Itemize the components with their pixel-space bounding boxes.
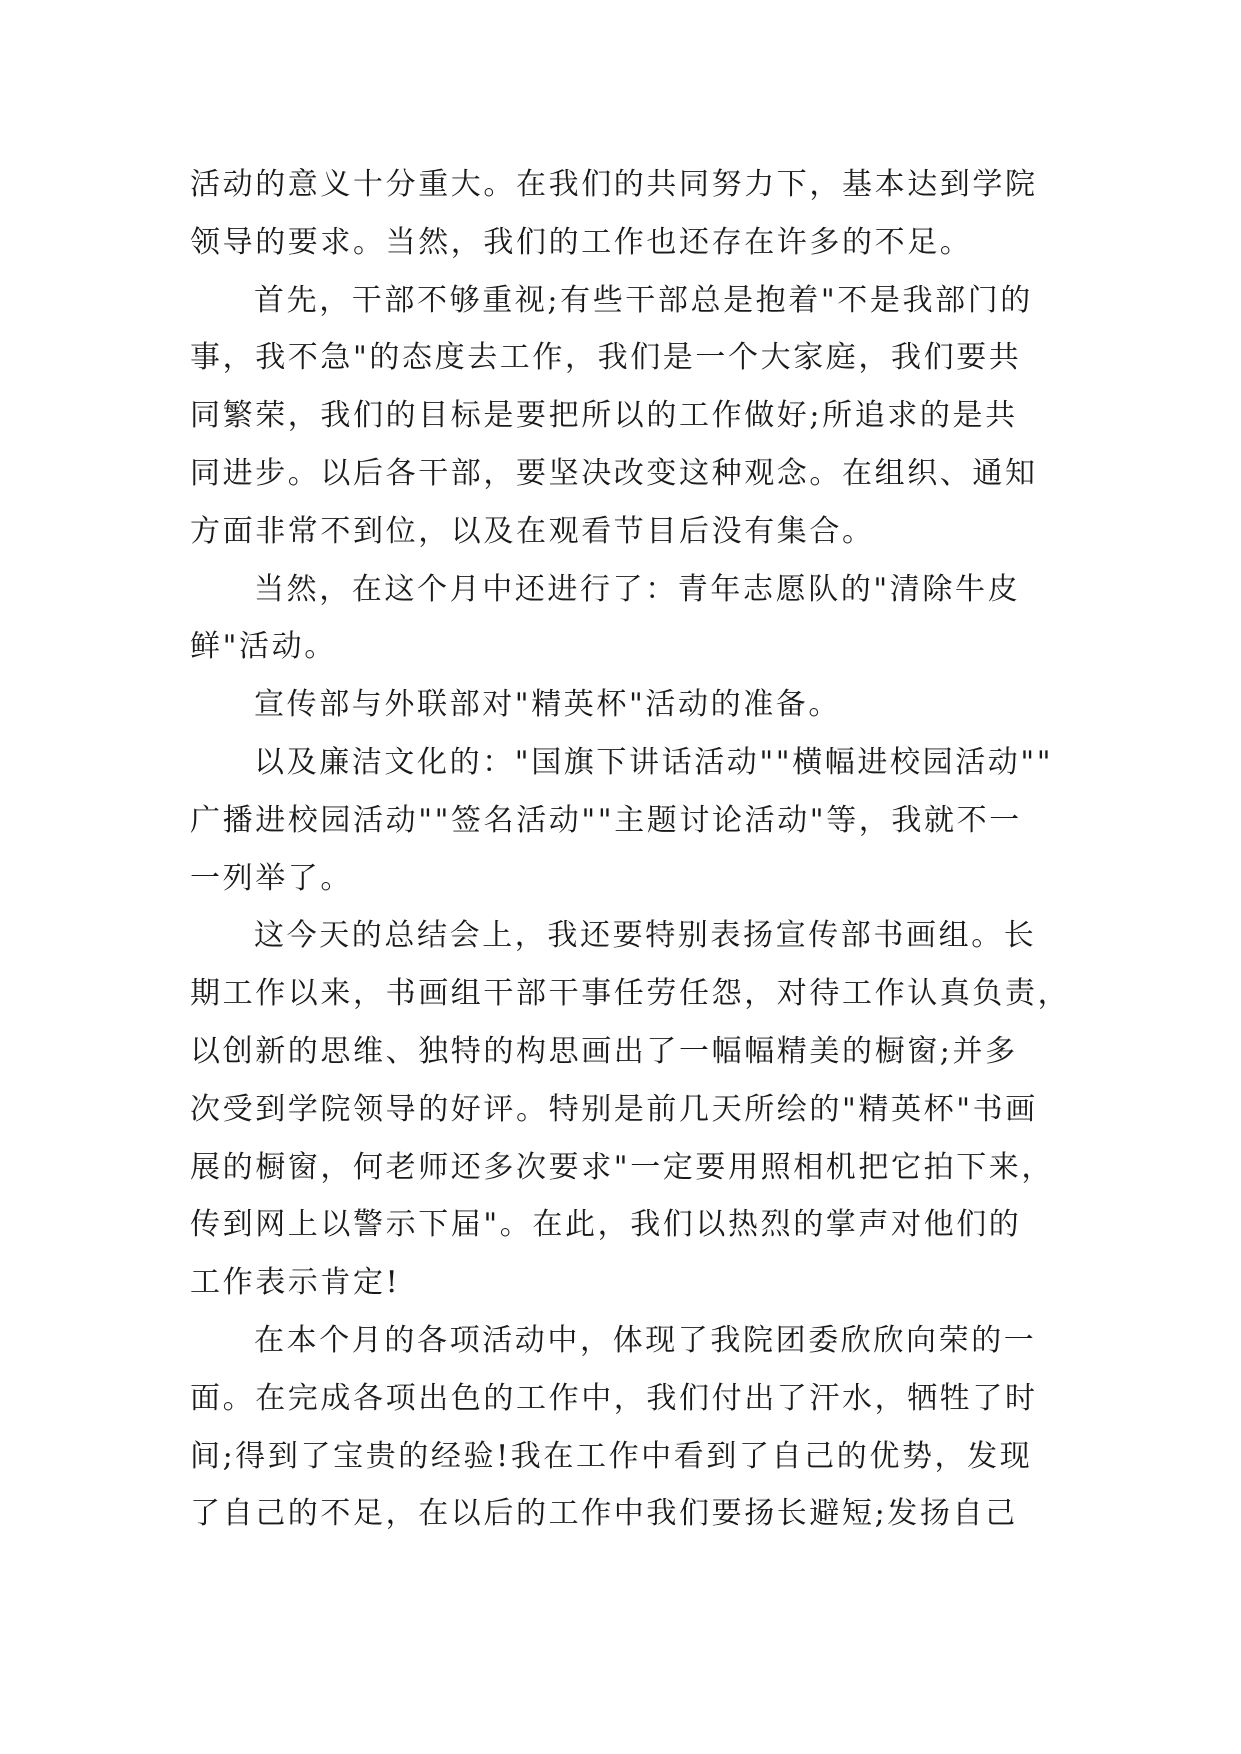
text-line: 了自己的不足，在以后的工作中我们要扬长避短;发扬自己 [190, 1496, 1018, 1532]
text-line: 宣传部与外联部对"精英杯"活动的准备。 [254, 687, 841, 723]
text-line: 期工作以来，书画组干部干事任劳任怨，对待工作认真负责， [190, 976, 1071, 1012]
text-line: 广播进校园活动""签名活动""主题讨论活动"等，我就不一 [190, 802, 1022, 838]
text-line: 传到网上以警示下届"。在此，我们以热烈的掌声对他们的 [190, 1207, 1022, 1243]
text-line: 在本个月的各项活动中，体现了我院团委欣欣向荣的一 [254, 1322, 1037, 1358]
text-line: 工作表示肯定! [190, 1265, 401, 1301]
text-line: 方面非常不到位，以及在观看节目后没有集合。 [190, 513, 875, 549]
text-line: 领导的要求。当然，我们的工作也还存在许多的不足。 [190, 224, 973, 260]
text-line: 以创新的思维、独特的构思画出了一幅幅精美的橱窗;并多 [190, 1033, 1018, 1069]
text-line: 鲜"活动。 [190, 629, 337, 665]
text-line: 同进步。以后各干部，要坚决改变这种观念。在组织、通知 [190, 455, 1038, 491]
text-line: 事，我不急"的态度去工作，我们是一个大家庭，我们要共 [190, 340, 1022, 376]
text-line: 同繁荣，我们的目标是要把所以的工作做好;所追求的是共 [190, 398, 1018, 434]
text-line: 展的橱窗，何老师还多次要求"一定要用照相机把它拍下来， [190, 1149, 1054, 1185]
text-line: 面。在完成各项出色的工作中，我们付出了汗水，牺牲了时 [190, 1380, 1038, 1416]
text-line: 以及廉洁文化的："国旗下讲话活动""横幅进校园活动"" [254, 744, 1054, 780]
text-line: 首先，干部不够重视;有些干部总是抱着"不是我部门的 [254, 282, 1033, 318]
text-line: 这今天的总结会上，我还要特别表扬宣传部书画组。长 [254, 918, 1037, 954]
text-line: 当然，在这个月中还进行了：青年志愿队的"清除牛皮 [254, 571, 1021, 607]
text-line: 次受到学院领导的好评。特别是前几天所绘的"精英杯"书画 [190, 1091, 1038, 1127]
text-line: 一列举了。 [190, 860, 353, 896]
text-line: 活动的意义十分重大。在我们的共同努力下，基本达到学院 [190, 167, 1038, 202]
document-body [190, 156, 1070, 1543]
text-line: 间;得到了宝贵的经验!我在工作中看到了自己的优势，发现 [190, 1438, 1033, 1474]
